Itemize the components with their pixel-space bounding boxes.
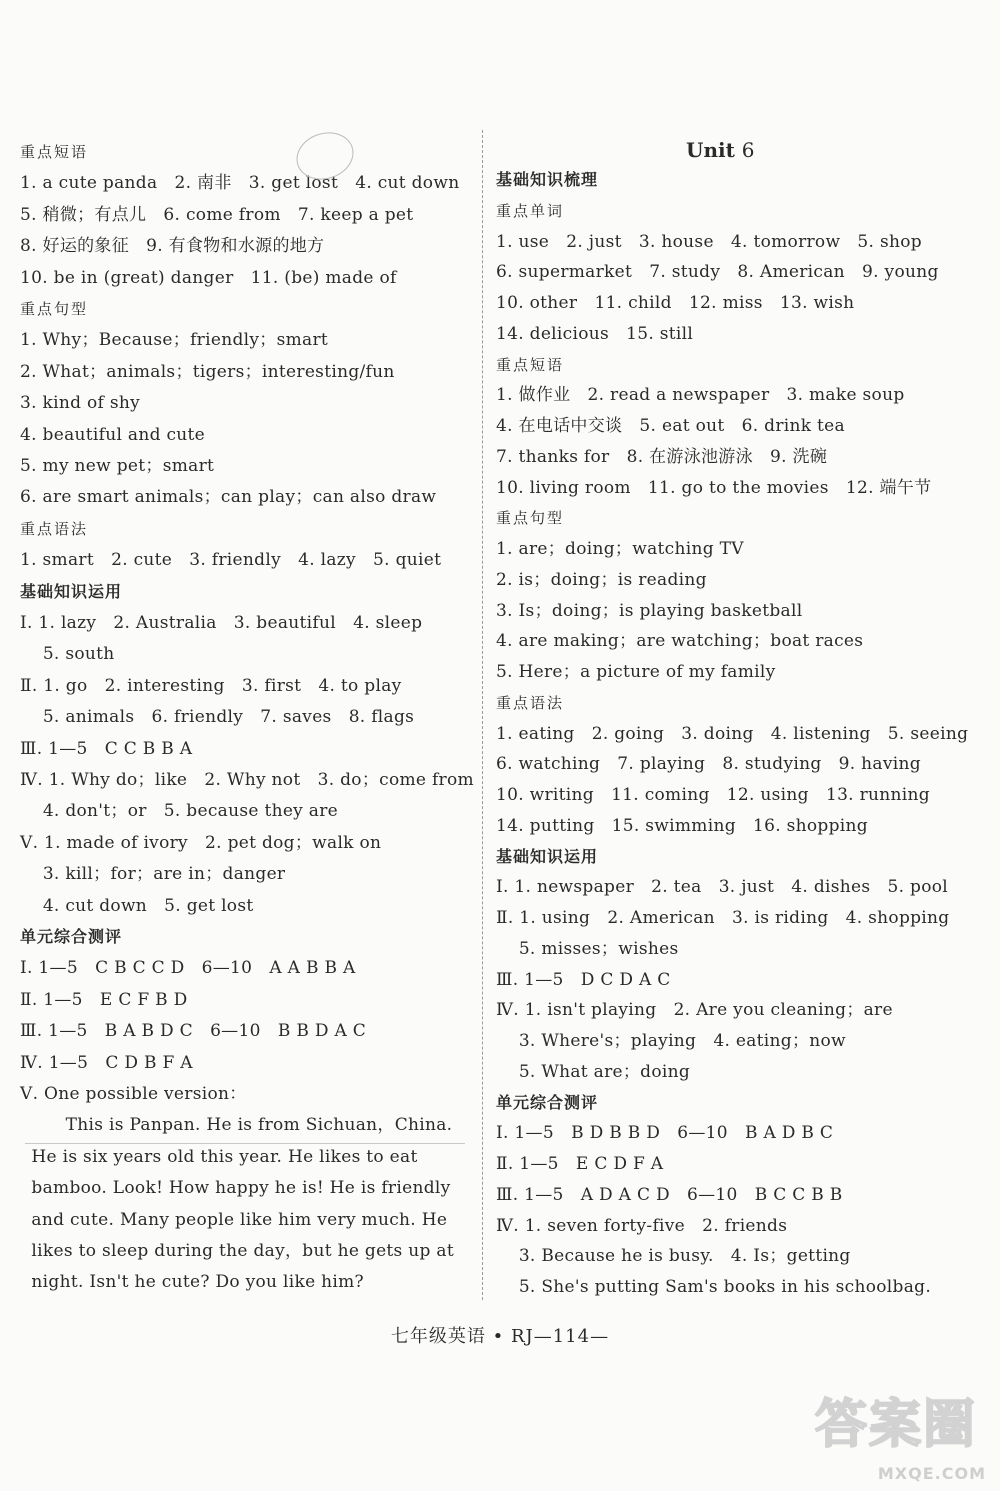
answer-line: and cute. Many people like him very much. He: [20, 1209, 448, 1230]
answer-line: 8. 好运的象征 9. 有食物和水源的地方: [20, 236, 325, 257]
subsection-heading: 重点句型: [496, 509, 565, 528]
answer-line: Ⅰ. 1. newspaper 2. tea 3. just 4. dishes 5. pool: [496, 877, 949, 898]
answer-line: Ⅲ. 1—5 B A B D C 6—10 B B D A C: [20, 1021, 367, 1042]
answer-line: 5. my new pet；smart: [20, 456, 215, 476]
answer-line: Ⅲ. 1—5 D C D A C: [496, 969, 671, 990]
answer-line: Ⅱ. 1. go 2. interesting 3. first 4. to play: [20, 675, 402, 696]
answer-line: 7. thanks for 8. 在游泳池游泳 9. 洗碗: [496, 446, 828, 467]
answer-line: 3. Where's；playing 4. eating；now: [496, 1031, 846, 1051]
answer-line: 6. watching 7. playing 8. studying 9. having: [496, 754, 921, 775]
page-footer: 七年级英语 • RJ—114—: [390, 1326, 610, 1347]
answer-line: likes to sleep during the day，but he gets up at: [20, 1241, 454, 1261]
answer-line: Ⅲ. 1—5 A D A C D 6—10 B C C B B: [496, 1184, 843, 1205]
answer-line: 4. beautiful and cute: [20, 424, 206, 445]
answer-line: 3. kill；for；are in；danger: [20, 864, 286, 885]
answer-line: Ⅰ. 1—5 B D B B D 6—10 B A D B C: [496, 1123, 834, 1144]
answer-line: 1. eating 2. going 3. doing 4. listening 5. seeing: [496, 723, 969, 744]
answer-line: 3. Is；doing；is playing basketball: [496, 600, 803, 621]
answer-line: 1. smart 2. cute 3. friendly 4. lazy 5. quiet: [20, 550, 442, 571]
answer-line: 1. a cute panda 2. 南非 3. get lost 4. cut down: [20, 173, 460, 194]
faint-rule: [25, 1143, 465, 1144]
answer-line: 1. use 2. just 3. house 4. tomorrow 5. shop: [496, 231, 922, 252]
watermark-logo: 答案圈: [815, 1395, 978, 1455]
answer-line: 2. is；doing；is reading: [496, 569, 707, 590]
answer-line: Ⅰ. 1—5 C B C C D 6—10 A A B B A: [20, 958, 356, 979]
unit-label: Unit: [686, 138, 735, 162]
answer-line: 3. kind of shy: [20, 393, 141, 414]
answer-line: Ⅴ. 1. made of ivory 2. pet dog；walk on: [20, 832, 382, 853]
answer-line: 2. What；animals；tigers；interesting/fun: [20, 361, 395, 382]
subsection-heading: 重点句型: [20, 300, 89, 318]
answer-line: 5. She's putting Sam's books in his schoolbag.: [496, 1277, 932, 1297]
answer-line: 14. putting 15. swimming 16. shopping: [496, 815, 868, 836]
answer-line: 10. living room 11. go to the movies 12. 端午节: [496, 477, 932, 498]
answer-line: 3. Because he is busy. 4. Is；getting: [496, 1246, 851, 1267]
answer-line: 6. supermarket 7. study 8. American 9. young: [496, 262, 939, 283]
answer-line: 10. be in (great) danger 11. (be) made of: [20, 267, 397, 288]
answer-line: 14. delicious 15. still: [496, 323, 694, 344]
answer-line: Ⅲ. 1—5 C C B B A: [20, 738, 193, 759]
answer-line: Ⅱ. 1—5 E C D F A: [496, 1154, 664, 1174]
section-heading: 单元综合测评: [496, 1092, 599, 1112]
unit-number: 6: [741, 138, 755, 162]
answer-line: 5. 稍微；有点儿 6. come from 7. keep a pet: [20, 204, 414, 225]
answer-line: 1. Why；Because；friendly；smart: [20, 330, 329, 351]
answer-line: 5. Here；a picture of my family: [496, 662, 776, 682]
answer-line: Ⅳ. 1. seven forty-five 2. friends: [496, 1215, 788, 1236]
answer-line: 1. 做作业 2. read a newspaper 3. make soup: [496, 385, 905, 406]
answer-line: 4. 在电话中交谈 5. eat out 6. drink tea: [496, 416, 845, 436]
answer-line: bamboo. Look! How happy he is! He is friendly: [20, 1178, 451, 1199]
answer-line: 10. writing 11. coming 12. using 13. running: [496, 785, 930, 805]
answer-line: He is six years old this year. He likes to eat: [20, 1146, 418, 1167]
answer-line: 5. What are；doing: [496, 1061, 691, 1082]
answer-line: This is Panpan. He is from Sichuan，China.: [20, 1115, 453, 1136]
answer-line: 5. south: [20, 644, 115, 665]
answer-line: 4. don't；or 5. because they are: [20, 801, 339, 822]
answer-line: Ⅱ. 1. using 2. American 3. is riding 4. shopping: [496, 908, 950, 928]
section-heading: 基础知识运用: [496, 846, 599, 866]
section-heading: 单元综合测评: [20, 927, 123, 946]
answer-line: Ⅰ. 1. lazy 2. Australia 3. beautiful 4. sleep: [20, 613, 423, 633]
subsection-heading: 重点短语: [20, 143, 89, 161]
answer-line: Ⅴ. One possible version：: [20, 1084, 247, 1104]
section-heading: 基础知识梳理: [496, 170, 599, 189]
answer-line: 6. are smart animals；can play；can also draw: [20, 487, 437, 508]
watermark-url: MXQE.COM: [877, 1464, 986, 1483]
column-divider: [482, 130, 483, 1300]
answer-line: Ⅱ. 1—5 E C F B D: [20, 989, 188, 1010]
answer-line: 1. are；doing；watching TV: [496, 539, 744, 559]
answer-line: 5. misses；wishes: [496, 938, 679, 959]
subsection-heading: 重点语法: [20, 519, 89, 538]
subsection-heading: 重点单词: [496, 201, 565, 220]
answer-line: 10. other 11. child 12. miss 13. wish: [496, 293, 855, 313]
answer-line: night. Isn't he cute? Do you like him?: [20, 1272, 364, 1293]
answer-line: Ⅳ. 1—5 C D B F A: [20, 1052, 193, 1073]
answer-line: 4. are making；are watching；boat races: [496, 631, 864, 652]
section-heading: 基础知识运用: [20, 581, 123, 601]
answer-line: 5. animals 6. friendly 7. saves 8. flags: [20, 707, 415, 728]
subsection-heading: 重点语法: [496, 693, 565, 712]
subsection-heading: 重点短语: [496, 355, 565, 374]
unit-title: [686, 138, 755, 162]
answer-line: Ⅳ. 1. Why do；like 2. Why not 3. do；come from: [20, 770, 474, 790]
answer-line: 4. cut down 5. get lost: [20, 895, 254, 916]
answer-line: Ⅳ. 1. isn't playing 2. Are you cleaning；are: [496, 1000, 893, 1021]
